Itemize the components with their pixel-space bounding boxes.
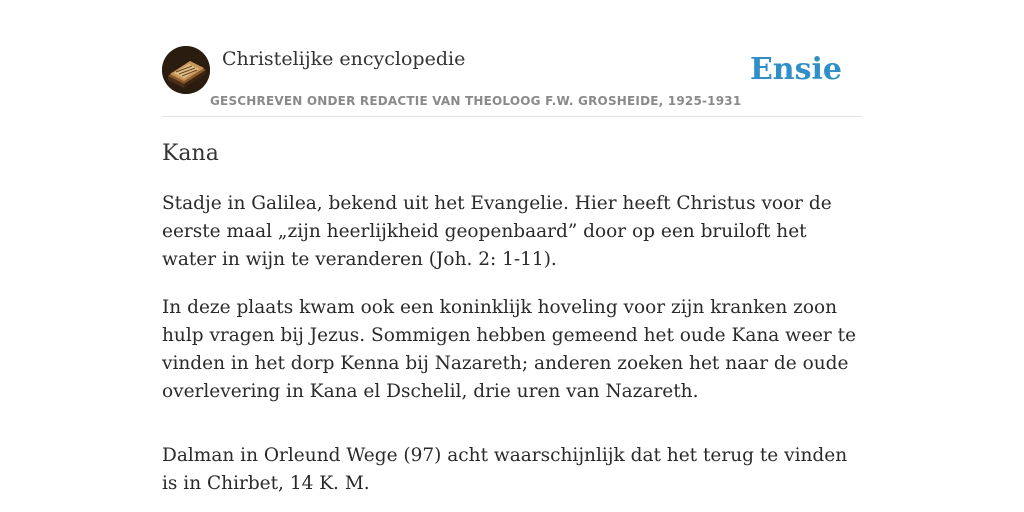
article-paragraph: In deze plaats kwam ook een koninklijk hoveling voor zijn kranken zoon hulp vragen bij Jezus. Sommigen hebben gemeend het oude Kana weer te vinden in het dorp Kenna bij Nazareth; anderen zoeken het naar de oude overlevering in Kana el Dschelil, drie uren van Nazareth. bbox=[162, 297, 857, 402]
site-title[interactable]: Christelijke encyclopedie bbox=[222, 48, 466, 70]
book-photo-icon bbox=[162, 46, 210, 94]
article bbox=[162, 138, 862, 512]
brand-logo-link[interactable]: Ensie bbox=[749, 52, 842, 87]
encyclopedia-avatar[interactable] bbox=[162, 46, 210, 94]
site-subtitle: GESCHREVEN ONDER REDACTIE VAN THEOLOOG F.W. GROSHEIDE, 1925-1931 bbox=[210, 94, 742, 108]
article-title: Kana bbox=[162, 141, 219, 166]
article-paragraph: Stadje in Galilea, bekend uit het Evangelie. Hier heeft Christus voor de eerste maal „zijn heerlijkheid geopenbaard” door op een bruiloft het water in wijn te veranderen (Joh. 2: 1-11). bbox=[162, 193, 832, 270]
site-header bbox=[162, 46, 862, 117]
article-paragraph: Dalman in Orleund Wege (97) acht waarschijnlijk dat het terug te vinden is in Chirbet, 14 K. M. bbox=[162, 445, 848, 494]
